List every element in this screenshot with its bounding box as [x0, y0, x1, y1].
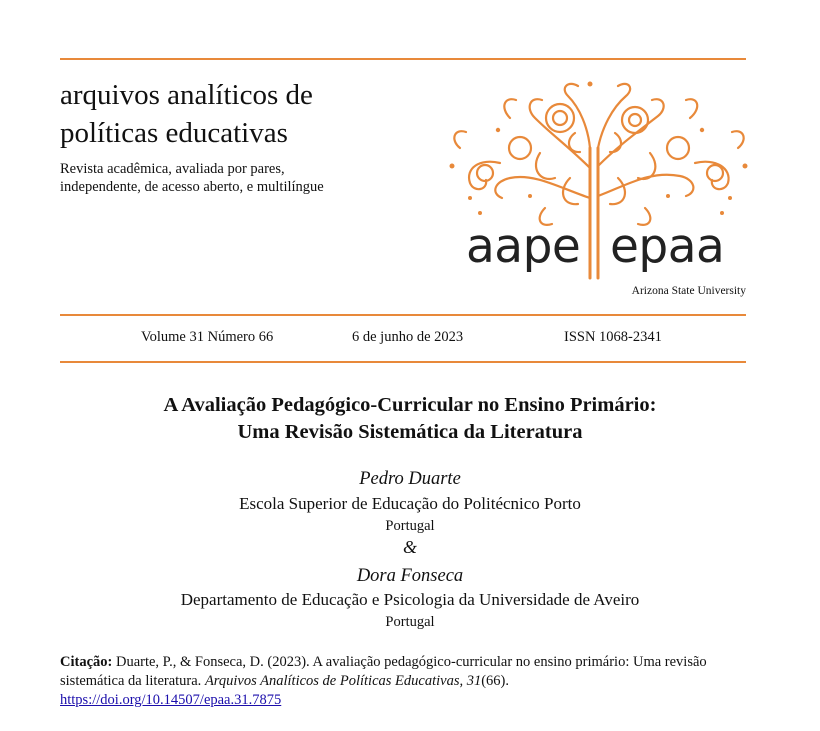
- issue-date: 6 de junho de 2023: [352, 329, 464, 345]
- citation-label: Citação:: [60, 654, 113, 670]
- logo-word-aape: aape: [466, 219, 581, 274]
- journal-subtitle: [60, 160, 380, 196]
- citation-journal: Arquivos Analíticos de Políticas Educativas, 31: [204, 673, 482, 689]
- journal-subtitle-line1: Revista acadêmica, avaliada por pares,: [60, 161, 285, 177]
- journal-title-line2: políticas educativas: [60, 117, 288, 149]
- author-name: Pedro Duarte: [359, 469, 461, 489]
- citation-text: Duarte, P., & Fonseca, D. (2023). A avaliação pedagógico-curricular no ensino primário: Uma revisão sistemática da literatura.: [60, 654, 707, 689]
- lower-rule: [60, 361, 746, 363]
- institution-label: Arizona State University: [631, 285, 746, 297]
- journal-title: [60, 76, 313, 152]
- issue-issn: ISSN 1068-2341: [564, 329, 662, 345]
- author-country: Portugal: [385, 518, 435, 534]
- logo-word-epaa: epaa: [610, 219, 725, 274]
- journal-title-line1: arquivos analíticos de: [60, 79, 313, 111]
- author-separator: &: [402, 537, 417, 557]
- author-country: Portugal: [385, 614, 435, 630]
- citation-block: [60, 653, 760, 710]
- article-title: [0, 392, 820, 446]
- article-title-line2: Uma Revisão Sistemática da Literatura: [237, 421, 583, 443]
- mid-rule: [60, 314, 746, 316]
- citation-issue: (66).: [481, 673, 510, 689]
- author-name: Dora Fonseca: [356, 566, 464, 586]
- issue-volume: Volume 31 Número 66: [141, 329, 274, 345]
- author-institution: Escola Superior de Educação do Politécnico Porto: [239, 494, 581, 513]
- top-rule: [60, 58, 746, 60]
- doi-link[interactable]: https://doi.org/10.14507/epaa.31.7875: [60, 692, 282, 708]
- article-title-line1: A Avaliação Pedagógico-Curricular no Ensino Primário:: [163, 394, 657, 416]
- author-institution: Departamento de Educação e Psicologia da Universidade de Aveiro: [180, 590, 640, 609]
- journal-subtitle-line2: independente, de acesso aberto, e multilíngue: [60, 179, 324, 195]
